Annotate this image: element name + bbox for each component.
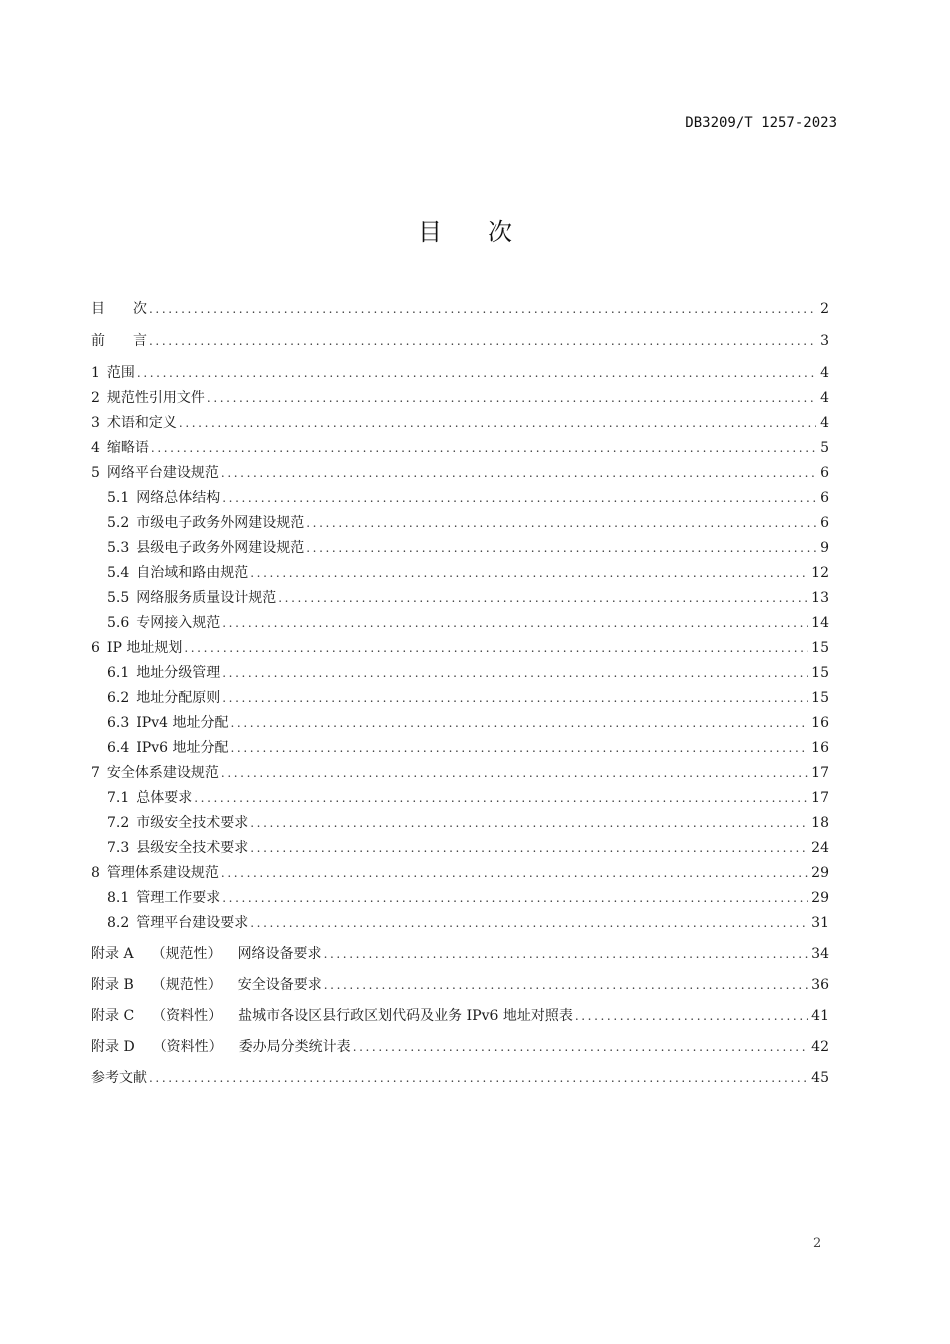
toc-entry[interactable] <box>107 787 829 809</box>
title-char-2: 次 <box>488 218 512 246</box>
toc-entry[interactable] <box>107 737 829 759</box>
section-title: 总体要求 <box>136 790 193 806</box>
toc-entry[interactable] <box>107 687 829 709</box>
section-number: 6.4 <box>107 740 130 756</box>
page-ref: 29 <box>811 865 829 881</box>
dot-leader <box>149 1067 808 1089</box>
dot-leader <box>250 562 808 584</box>
dot-leader <box>222 687 808 709</box>
page-ref: 42 <box>811 1039 829 1055</box>
appendix-type: （规范性） <box>151 946 222 962</box>
toc-entry[interactable] <box>91 462 829 484</box>
toc-entry[interactable] <box>91 387 829 409</box>
toc-entry[interactable] <box>107 887 829 909</box>
section-number: 8 <box>91 865 100 881</box>
section-number: 6.3 <box>107 715 130 731</box>
toc-entry[interactable] <box>107 512 829 534</box>
section-title: 专网接入规范 <box>136 615 221 631</box>
page-ref: 29 <box>811 890 829 906</box>
toc-entry[interactable] <box>107 587 829 609</box>
dot-leader <box>324 974 808 996</box>
section-number: 7.2 <box>107 815 130 831</box>
section-title: 管理体系建设规范 <box>106 865 219 881</box>
section-number: 6.2 <box>107 690 130 706</box>
section-title: 自治域和路由规范 <box>136 565 249 581</box>
page-ref: 2 <box>820 301 829 317</box>
dot-leader <box>250 837 808 859</box>
appendix-type: （规范性） <box>151 977 222 993</box>
section-title: 目 次 <box>91 301 147 317</box>
toc-appendix-entry[interactable] <box>91 1005 829 1027</box>
toc-entry[interactable] <box>107 612 829 634</box>
dot-leader <box>222 887 808 909</box>
page-ref: 34 <box>811 946 829 962</box>
page-ref: 18 <box>811 815 829 831</box>
section-title: IPv4 地址分配 <box>136 715 229 731</box>
section-title: IP 地址规划 <box>106 640 183 656</box>
section-number: 5.1 <box>107 490 130 506</box>
dot-leader <box>575 1005 808 1027</box>
section-title: 安全体系建设规范 <box>106 765 219 781</box>
section-title: 市级安全技术要求 <box>136 815 249 831</box>
page-number: 2 <box>813 1236 822 1251</box>
section-number: 5.5 <box>107 590 130 606</box>
dot-leader <box>207 387 816 409</box>
dot-leader <box>151 437 816 459</box>
appendix-label: 附录 D <box>91 1039 135 1055</box>
section-number: 8.2 <box>107 915 130 931</box>
toc-entry[interactable] <box>91 437 829 459</box>
section-number: 5.4 <box>107 565 130 581</box>
dot-leader <box>184 637 808 659</box>
section-number: 6.1 <box>107 665 130 681</box>
page-ref: 12 <box>811 565 829 581</box>
section-number: 8.1 <box>107 890 130 906</box>
dot-leader <box>149 330 816 352</box>
section-title: 规范性引用文件 <box>106 390 205 406</box>
section-title: 地址分级管理 <box>136 665 221 681</box>
dot-leader <box>222 612 808 634</box>
page-ref: 6 <box>820 515 829 531</box>
section-title: 管理平台建设要求 <box>136 915 249 931</box>
toc-entry[interactable] <box>107 912 829 934</box>
dot-leader <box>221 462 816 484</box>
toc-entry[interactable] <box>107 487 829 509</box>
section-number: 5.3 <box>107 540 130 556</box>
section-number: 5 <box>91 465 100 481</box>
dot-leader <box>278 587 808 609</box>
section-number: 5.2 <box>107 515 130 531</box>
section-title: 网络总体结构 <box>136 490 221 506</box>
page-ref: 14 <box>811 615 829 631</box>
page-ref: 17 <box>811 765 829 781</box>
page-ref: 15 <box>811 665 829 681</box>
appendix-label: 附录 C <box>91 1008 135 1024</box>
dot-leader <box>179 412 816 434</box>
toc-appendix-entry[interactable] <box>91 974 829 996</box>
appendix-title: 网络设备要求 <box>237 946 322 962</box>
section-title: 市级电子政务外网建设规范 <box>136 515 305 531</box>
section-title: 县级安全技术要求 <box>136 840 249 856</box>
toc-appendix-entry[interactable] <box>91 1036 829 1058</box>
dot-leader <box>194 787 808 809</box>
appendix-type: （资料性） <box>152 1008 223 1024</box>
section-title: IPv6 地址分配 <box>136 740 229 756</box>
section-title: 网络服务质量设计规范 <box>136 590 277 606</box>
toc-entry[interactable] <box>107 537 829 559</box>
dot-leader <box>221 762 808 784</box>
section-number: 4 <box>91 440 100 456</box>
page-ref: 41 <box>811 1008 829 1024</box>
document-code: DB3209/T 1257-2023 <box>685 115 837 131</box>
dot-leader <box>221 862 808 884</box>
page-ref: 4 <box>820 415 829 431</box>
section-number: 3 <box>91 415 100 431</box>
dot-leader <box>230 737 808 759</box>
page-ref: 31 <box>811 915 829 931</box>
toc-entry[interactable] <box>107 562 829 584</box>
toc-entry[interactable] <box>91 298 829 320</box>
dot-leader <box>250 912 808 934</box>
section-title: 地址分配原则 <box>136 690 221 706</box>
section-number: 6 <box>91 640 100 656</box>
section-number: 2 <box>91 390 100 406</box>
page-ref: 24 <box>811 840 829 856</box>
appendix-title: 委办局分类统计表 <box>238 1039 351 1055</box>
references-title: 参考文献 <box>91 1070 147 1086</box>
dot-leader <box>149 298 816 320</box>
page-ref: 45 <box>811 1070 829 1086</box>
page-ref: 5 <box>820 440 829 456</box>
section-title: 网络平台建设规范 <box>106 465 219 481</box>
section-title: 县级电子政务外网建设规范 <box>136 540 305 556</box>
page-ref: 6 <box>820 465 829 481</box>
appendix-label: 附录 B <box>91 977 134 993</box>
page-ref: 16 <box>811 715 829 731</box>
toc-appendix-entry[interactable] <box>91 943 829 965</box>
dot-leader <box>222 662 808 684</box>
page-ref: 15 <box>811 640 829 656</box>
page-ref: 6 <box>820 490 829 506</box>
section-title: 缩略语 <box>106 440 149 456</box>
page-ref: 13 <box>811 590 829 606</box>
dot-leader <box>230 712 808 734</box>
toc-entry[interactable] <box>91 762 829 784</box>
page-title <box>0 212 930 247</box>
appendix-type: （资料性） <box>152 1039 223 1055</box>
appendix-title: 盐城市各设区县行政区划代码及业务 IPv6 地址对照表 <box>238 1008 573 1024</box>
section-number: 7 <box>91 765 100 781</box>
section-title: 术语和定义 <box>106 415 177 431</box>
dot-leader <box>324 943 809 965</box>
dot-leader <box>222 487 816 509</box>
page-ref: 36 <box>811 977 829 993</box>
page-ref: 3 <box>820 333 829 349</box>
dot-leader <box>306 537 816 559</box>
page-ref: 15 <box>811 690 829 706</box>
dot-leader <box>250 812 808 834</box>
appendix-label: 附录 A <box>91 946 134 962</box>
dot-leader <box>137 362 816 384</box>
toc-entry[interactable] <box>91 637 829 659</box>
page-ref: 16 <box>811 740 829 756</box>
appendix-title: 安全设备要求 <box>237 977 322 993</box>
toc-entry[interactable] <box>91 362 829 384</box>
section-number: 5.6 <box>107 615 130 631</box>
section-title: 前 言 <box>91 333 147 349</box>
toc-entry[interactable] <box>107 837 829 859</box>
toc-entry[interactable] <box>107 712 829 734</box>
page-ref: 9 <box>820 540 829 556</box>
dot-leader <box>353 1036 808 1058</box>
toc-entry[interactable] <box>91 330 829 352</box>
page-ref: 4 <box>820 365 829 381</box>
toc-entry[interactable] <box>107 812 829 834</box>
section-number: 7.1 <box>107 790 130 806</box>
toc-entry[interactable] <box>91 412 829 434</box>
section-title: 范围 <box>106 365 135 381</box>
section-number: 1 <box>91 365 100 381</box>
section-title: 管理工作要求 <box>136 890 221 906</box>
page-ref: 17 <box>811 790 829 806</box>
page-ref: 4 <box>820 390 829 406</box>
toc-entry[interactable] <box>107 662 829 684</box>
toc-entry[interactable] <box>91 862 829 884</box>
toc-references-entry[interactable] <box>91 1067 829 1089</box>
title-char-1: 目 <box>418 218 442 246</box>
dot-leader <box>306 512 816 534</box>
section-number: 7.3 <box>107 840 130 856</box>
